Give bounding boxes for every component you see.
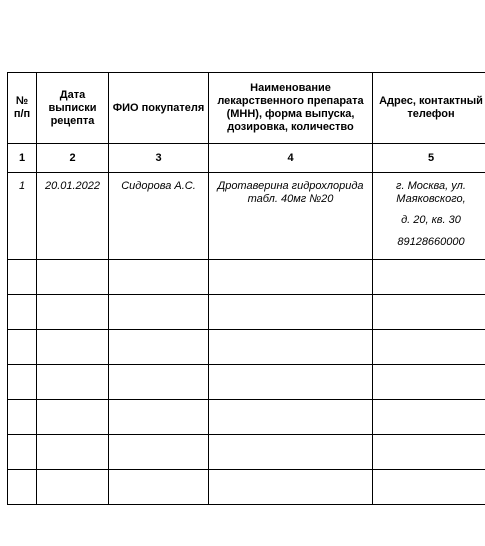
row-number-cell: 1 — [8, 173, 37, 260]
empty-table-row — [8, 260, 485, 295]
buyer-name-cell: Сидорова А.С. — [109, 173, 209, 260]
column-number-row — [8, 144, 485, 173]
empty-table-row — [8, 435, 485, 470]
column-number: 4 — [209, 144, 373, 173]
table-header-row — [8, 73, 485, 144]
empty-table-row — [8, 400, 485, 435]
prescription-date-cell: 20.01.2022 — [37, 173, 109, 260]
address-phone-cell — [373, 173, 485, 260]
phone-number: 89128660000 — [397, 236, 465, 248]
address-line-street: г. Москва, ул. Маяковского, — [396, 180, 466, 205]
column-number: 3 — [109, 144, 209, 173]
empty-table-row — [8, 470, 485, 505]
prescription-register-table — [7, 72, 485, 505]
empty-table-row — [8, 295, 485, 330]
column-number: 1 — [8, 144, 37, 173]
empty-table-row — [8, 330, 485, 365]
drug-name-cell: Дротаверина гидрохлорида табл. 40мг №20 — [209, 173, 373, 260]
address-line-house: д. 20, кв. 30 — [401, 214, 461, 226]
header-drug-name: Наименование лекарственного препарата (МНН), форма выпуска, дозировка, количество — [209, 73, 373, 144]
table-row — [8, 173, 485, 260]
column-number: 2 — [37, 144, 109, 173]
header-address-phone: Адрес, контактный телефон — [373, 73, 485, 144]
header-prescription-date: Дата выписки рецепта — [37, 73, 109, 144]
header-row-number: № п/п — [8, 73, 37, 144]
column-number: 5 — [373, 144, 485, 173]
empty-table-row — [8, 365, 485, 400]
header-buyer-name: ФИО покупателя — [109, 73, 209, 144]
